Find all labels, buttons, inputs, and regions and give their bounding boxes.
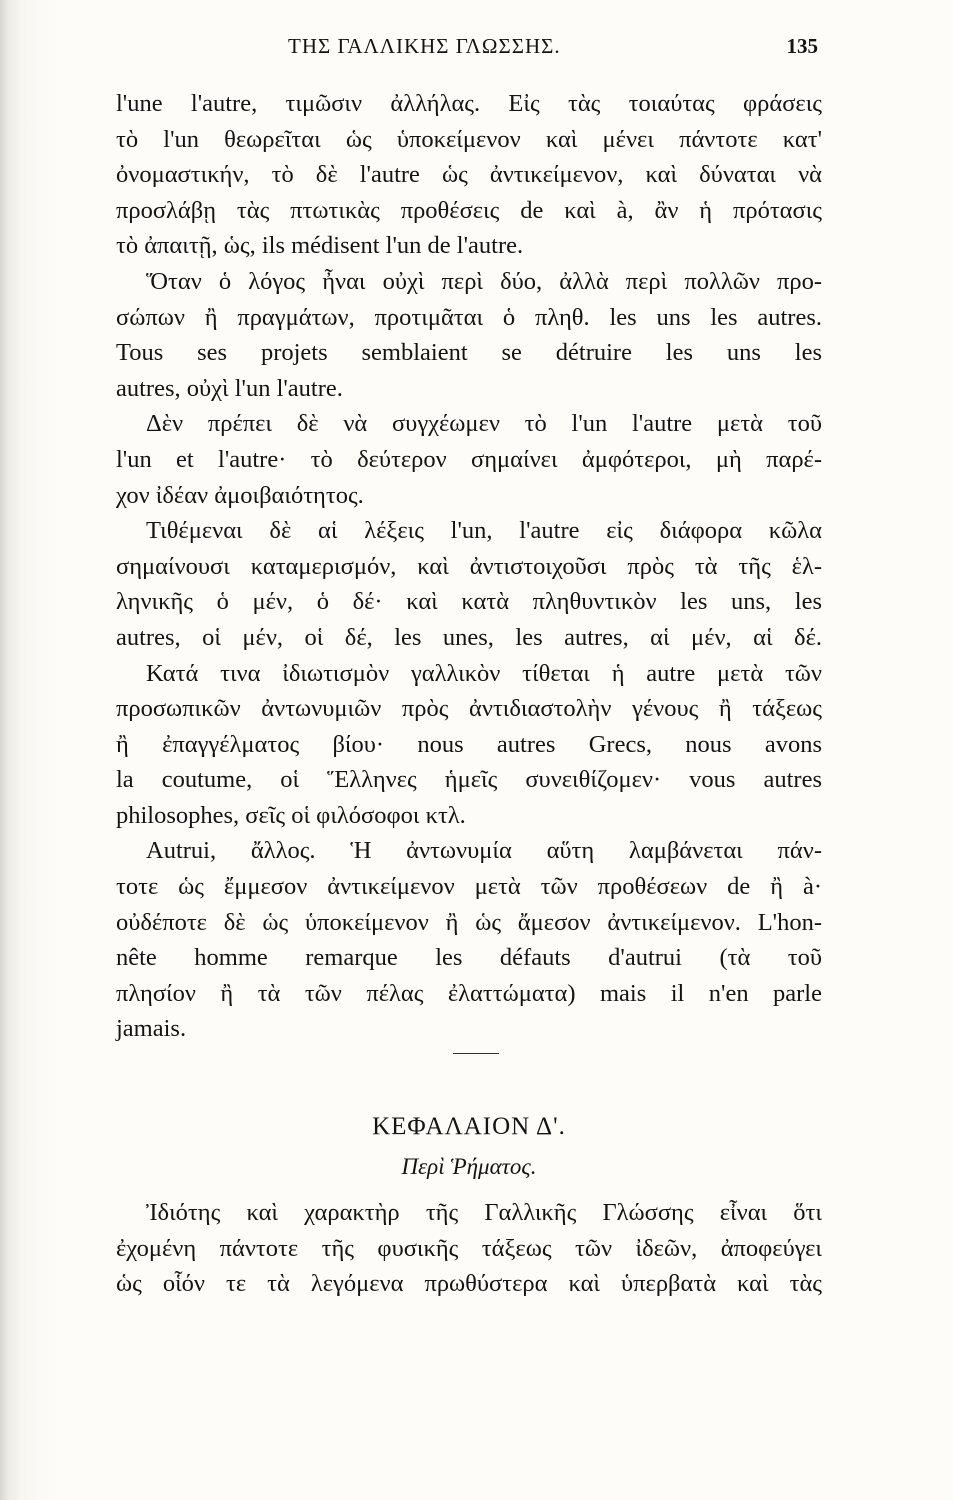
text-line: προσλάβῃ τὰς πτωτικὰς προθέσεις de καὶ à, ἂν ἡ πρότασις [116, 196, 822, 224]
text-line: ὀνομαστικήν, τὸ δὲ l'autre ὡς ἀντικείμενον, καὶ δύναται νὰ [116, 161, 822, 189]
text-line: τὸ ἀπαιτῇ, ὡς, ils médisent l'un de l'autre. [116, 232, 524, 260]
section-divider [116, 1047, 822, 1073]
text-line: autres, οὐχὶ l'un l'autre. [116, 374, 343, 402]
text-line: Δὲν πρέπει δὲ νὰ συγχέωμεν τὸ l'un l'autre μετὰ τοῦ [146, 410, 822, 438]
text-line: Ἰδιότης καὶ χαρακτὴρ τῆς Γαλλικῆς Γλώσσης εἶναι ὅτι [146, 1199, 822, 1227]
text-line: πλησίον ἢ τὰ τῶν πέλας ἐλαττώματα) mais il n'en parle [116, 979, 822, 1007]
text-line: Tous ses projets semblaient se détruire les uns les [116, 339, 822, 367]
text-line: Τιθέμεναι δὲ αἱ λέξεις l'un, l'autre εἰς διάφορα κῶλα [146, 517, 822, 545]
chapter-heading: ΚΕΦΑΛΑΙΟΝ Δ'. [372, 1113, 566, 1141]
page-number: 135 [786, 34, 818, 58]
running-title: ΤΗΣ ΓΑΛΛΙΚΗΣ ΓΛΩΣΣΗΣ. [288, 34, 561, 58]
text-line: Ὅταν ὁ λόγος ἦναι οὐχὶ περὶ δύο, ἀλλὰ περὶ πολλῶν προ- [146, 267, 822, 295]
text-line: l'une l'autre, τιμῶσιν ἀλλήλας. Εἰς τὰς τοιαύτας φράσεις [116, 90, 822, 117]
divider-rule [453, 1053, 499, 1054]
text-line: ὡς οἷόν τε τὰ λεγόμενα πρωθύστερα καὶ ὑπερβατὰ καὶ τὰς [116, 1270, 822, 1298]
text-line: χον ἰδέαν ἀμοιβαιότητος. [116, 481, 364, 509]
chapter-subtitle: Περὶ Ῥήματος. [401, 1154, 537, 1180]
text-line: ἢ ἐπαγγέλματος βίου· nous autres Grecs, nous avons [116, 730, 822, 758]
text-line: ἐχομένη πάντοτε τῆς φυσικῆς τάξεως τῶν ἰδεῶν, ἀποφεύγει [116, 1234, 822, 1262]
text-line: autres, οἱ μέν, οἱ δέ, les unes, les autres, αἱ μέν, αἱ δέ. [116, 623, 822, 651]
text-line: σημαίνουσι καταμερισμόν, καὶ ἀντιστοιχοῦσι πρὸς τὰ τῆς ἑλ- [116, 552, 822, 580]
text-line: nête homme remarque les défauts d'autrui (τὰ τοῦ [116, 944, 822, 972]
text-line: Κατά τινα ἰδιωτισμὸν γαλλικὸν τίθεται ἡ autre μετὰ τῶν [146, 659, 822, 687]
body-text [116, 86, 822, 1302]
text-line: philosophes, σεῖς οἱ φιλόσοφοι κτλ. [116, 801, 466, 829]
text-line: la coutume, οἱ Ἕλληνες ἡμεῖς συνειθίζομεν· vous autres [116, 766, 822, 794]
text-line: προσωπικῶν ἀντωνυμιῶν πρὸς ἀντιδιαστολὴν γένους ἢ τάξεως [116, 695, 822, 723]
text-line: jamais. [116, 1015, 187, 1043]
text-line: οὐδέποτε δὲ ὡς ὑποκείμενον ἢ ὡς ἄμεσον ἀντικείμενον. L'hon- [116, 908, 822, 936]
text-line: Autrui, ἄλλος. Ἡ ἀντωνυμία αὕτη λαμβάνεται πάν- [146, 837, 822, 865]
text-line: τοτε ὡς ἔμμεσον ἀντικείμενον μετὰ τῶν προθέσεων de ἢ à· [116, 873, 822, 901]
text-line: l'un et l'autre· τὸ δεύτερον σημαίνει ἀμφότεροι, μὴ παρέ- [116, 445, 822, 473]
text-line: ληνικῆς ὁ μέν, ὁ δέ· καὶ κατὰ πληθυντικὸν les uns, les [116, 588, 822, 616]
text-line: σώπων ἢ πραγμάτων, προτιμᾶται ὁ πληθ. les uns les autres. [116, 303, 822, 331]
text-line: τὸ l'un θεωρεῖται ὡς ὑποκείμενον καὶ μένει πάντοτε κατ' [116, 125, 822, 153]
running-head [118, 34, 818, 64]
